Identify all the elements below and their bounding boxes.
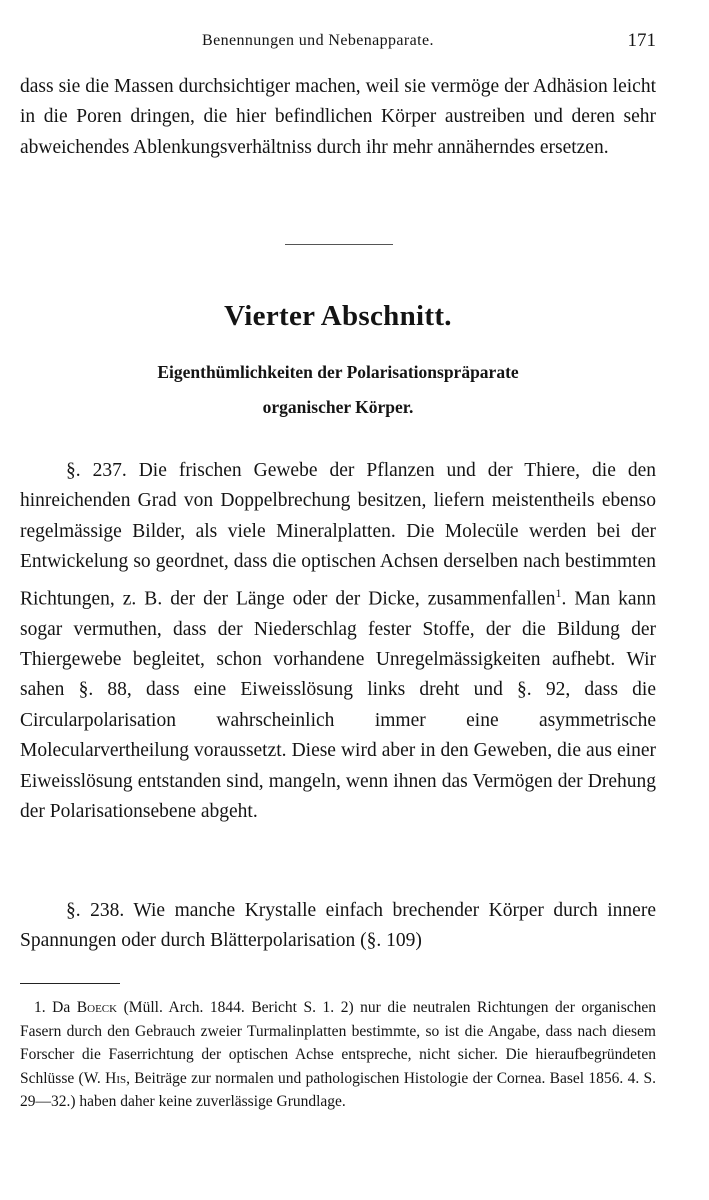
footnote-reference: 1 — [555, 585, 562, 600]
section-separator-rule — [285, 244, 393, 245]
footnote-rule — [20, 983, 120, 984]
paragraph-237 — [20, 456, 656, 827]
paragraph-237-text-a: §. 237. Die frischen Gewebe der Pflanzen und der Thiere, die den hinreichenden Grad von Doppelbrechung besitzen, liefern meistentheils ebenso regelmässige Bilder, als viele Mineralplatten. Die Molecüle werden bei der Entwickelung so geordnet, dass die optischen Achsen derselben nach bestimmten Richtungen, z. B. der der Länge oder der Dicke, zusammenfallen — [20, 460, 656, 610]
section-subtitle — [20, 355, 656, 425]
section-title: Vierter Abschnitt. — [224, 300, 452, 332]
paragraph-237-text-b: . Man kann sogar vermuthen, dass der Niederschlag fester Stoffe, der die Bildung der Thiergewebe begleitet, schon vorhandene Unregelmässigkeiten aufhebt. Wir sahen §. 88, dass eine Eiweisslösung links dreht und §. 92, dass die Circularpolarisation wahrscheinlich immer eine asymmetrische Molecularvertheilung voraussetzt. Diese wird aber in den Geweben, die aus einer Eiweisslösung entstanden sind, mangeln, wenn ihnen das Vermögen der Drehung der Polarisationsebene abgeht. — [20, 588, 656, 822]
footnote-text-b: (Müll. Arch. 1844. Bericht S. 1. 2) nur die neutralen Richtungen der organischen Fasern durch den Gebrauch zweier Turmalinplatten bestimmte, so ist die Angabe, dass nach diesem Forscher die Faserrichtung der optischen Achse entspreche, nicht sicher. Die hieraufbegründeten Schlüsse (W. — [20, 999, 657, 1087]
footnote-number: 1. — [34, 999, 46, 1016]
footnote-author-boeck: Boeck — [76, 999, 118, 1016]
paragraph-continuation: dass sie die Massen durchsichtiger machen, weil sie vermöge der Adhäsion leicht in die Poren dringen, die hier befindlichen Körper austreiben und deren sehr abweichendes Ablenkungsverhältniss durch ihr mehr annäherndes ersetzen. — [20, 76, 656, 158]
footnote-text-c: , Beiträge zur normalen und pathologischen Histologie der Cornea. Basel 1856. 4. S. 29—32.) haben daher keine zuverlässige Grundlage. — [20, 1069, 657, 1110]
footnote — [20, 996, 656, 1114]
page-number: 171 — [627, 30, 656, 51]
footnote-author-his: His — [105, 1069, 127, 1087]
running-header — [20, 32, 656, 58]
footnote-text-a: Da — [52, 999, 71, 1016]
paragraph-238: §. 238. Wie manche Krystalle einfach brechender Körper durch innere Spannungen oder durch Blätterpolarisation (§. 109) — [20, 900, 656, 952]
section-subtitle-line-2: organischer Körper. — [262, 397, 414, 417]
running-title: Benennungen und Nebenapparate. — [202, 32, 434, 49]
section-subtitle-line-1: Eigenthümlichkeiten der Polarisationspräparate — [157, 362, 519, 382]
